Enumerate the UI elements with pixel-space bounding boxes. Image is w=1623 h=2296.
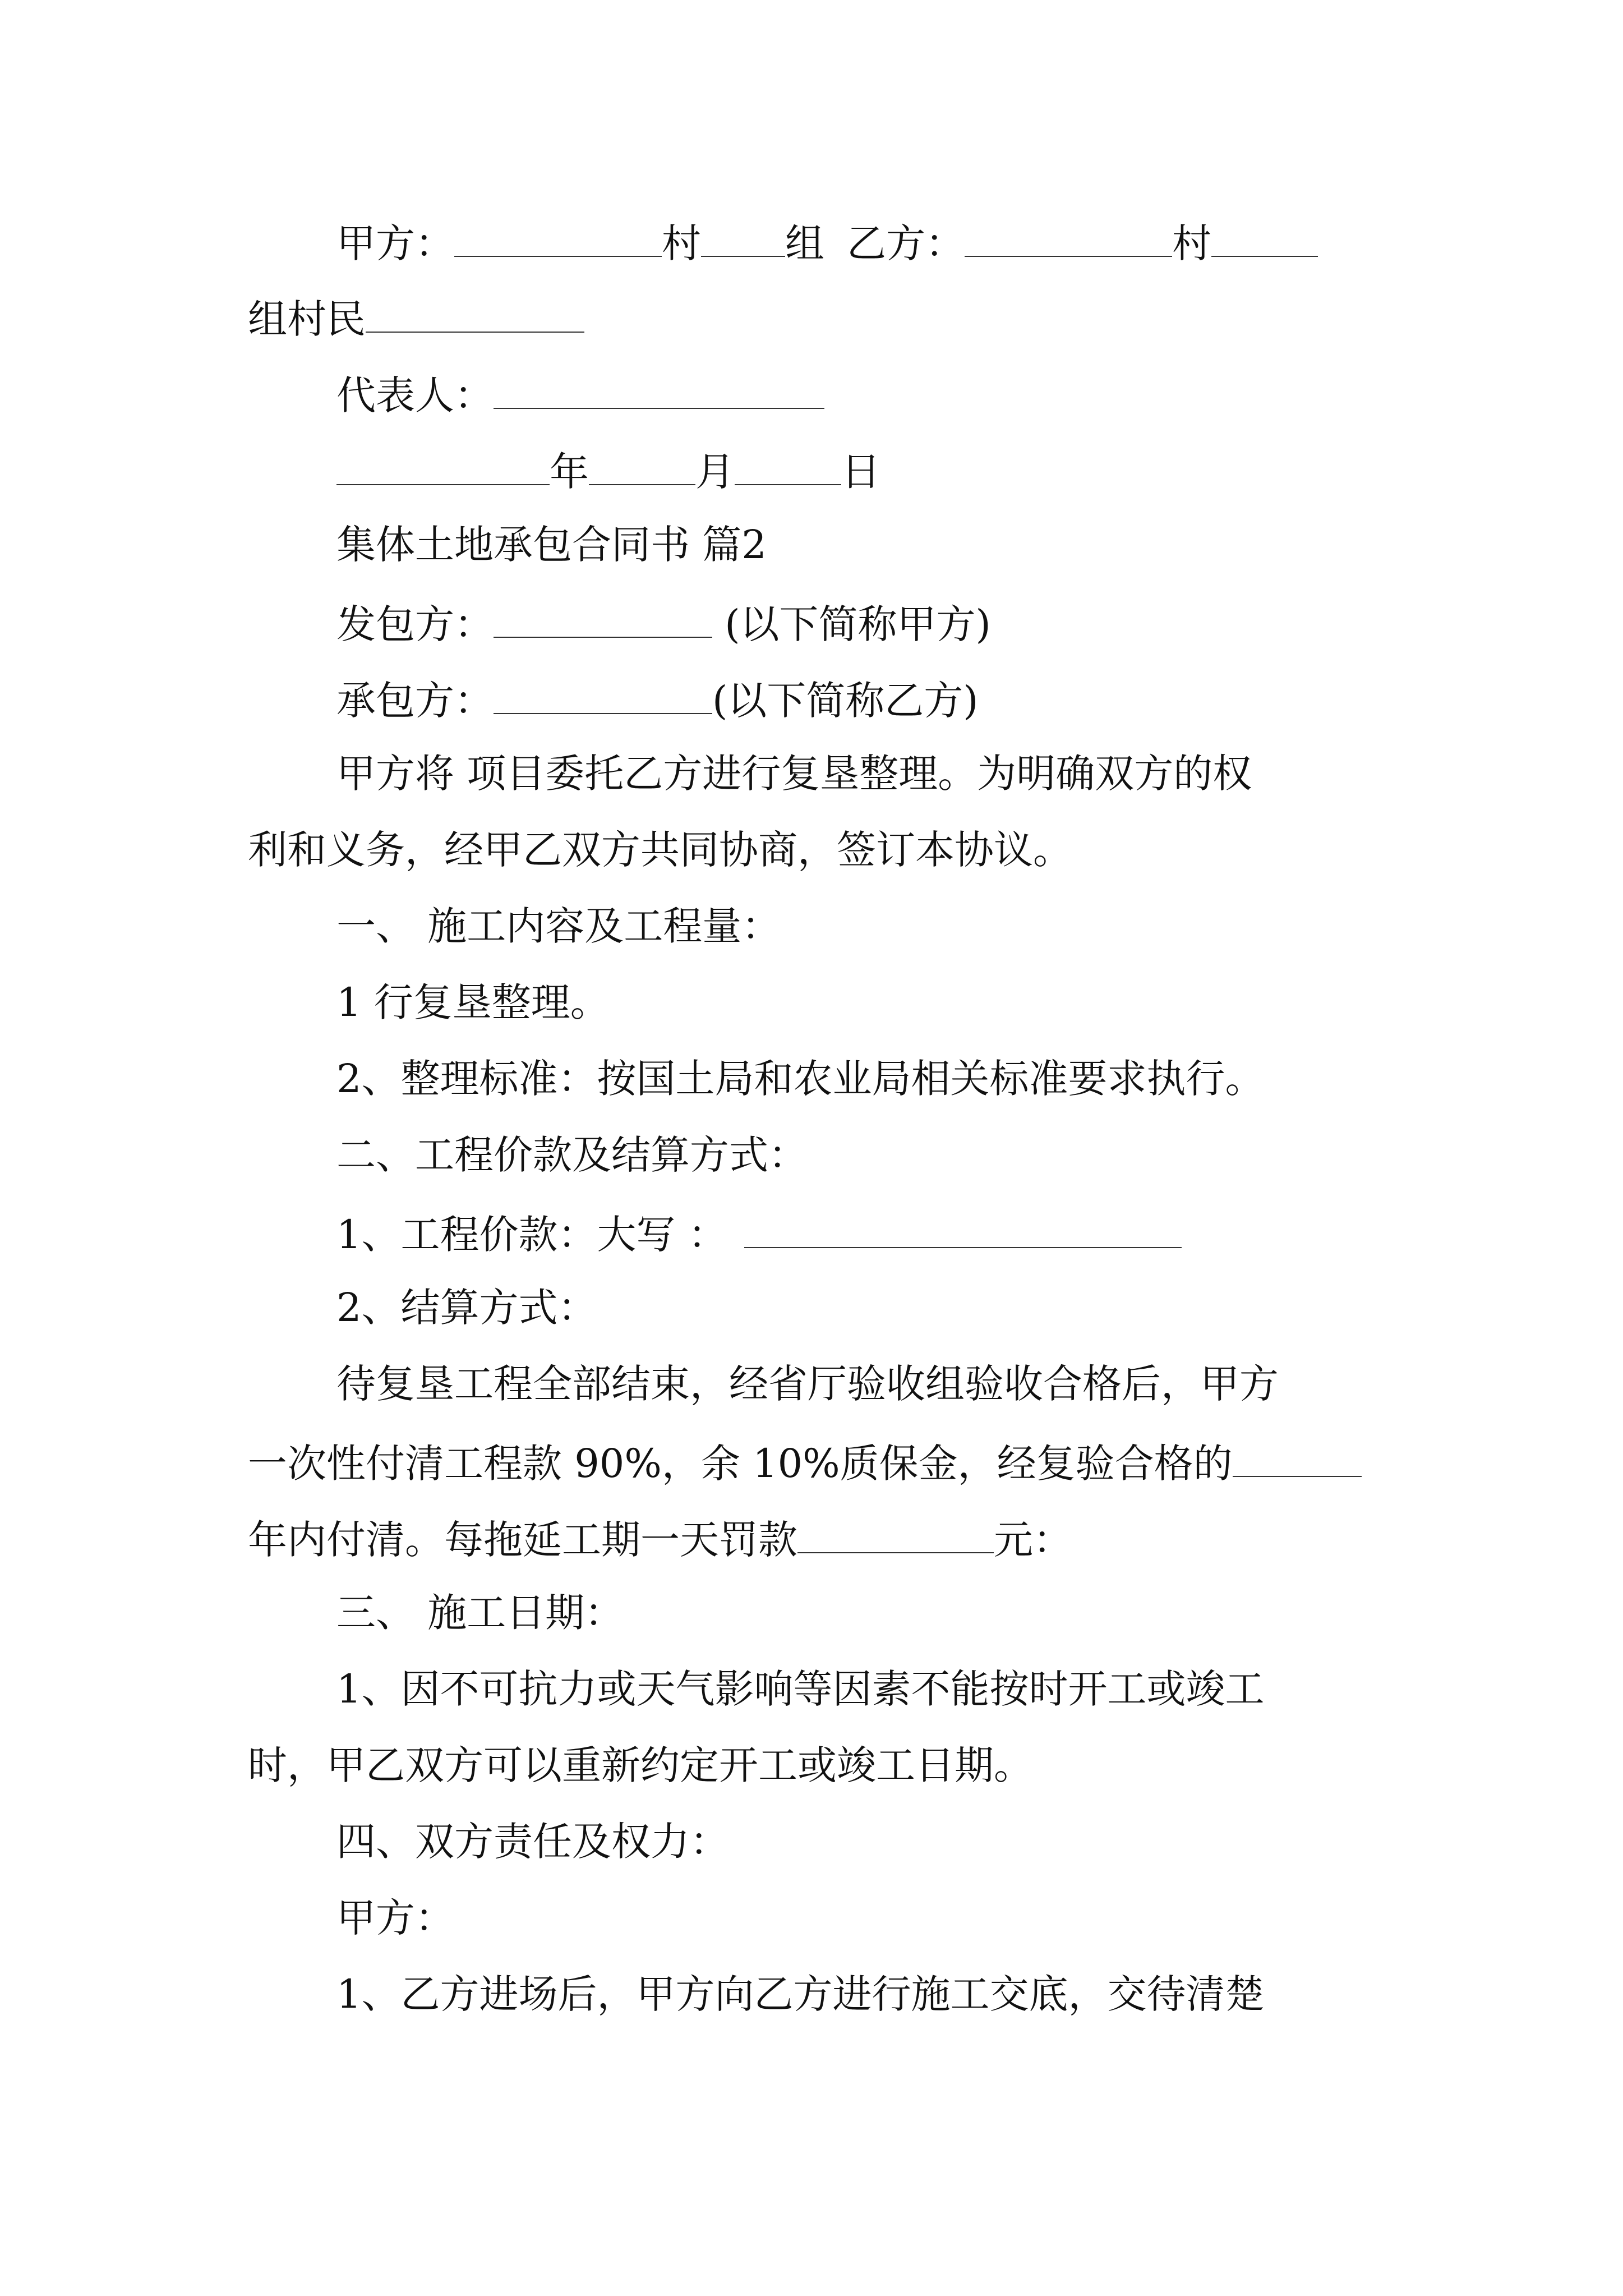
contractor-suffix: (以下简称甲方)	[712, 601, 991, 647]
contractee-suffix: (以下简称乙方)	[712, 678, 979, 724]
penalty-blank	[797, 1517, 994, 1553]
contractor-label: 发包方：	[336, 601, 494, 647]
day-label: 日	[841, 449, 880, 495]
contractee-label: 承包方：	[336, 678, 494, 724]
contractee-line	[336, 678, 979, 724]
section-title: 集体土地承包合同书 篇2	[336, 522, 767, 568]
payment-text: 一次性付清工程款 90%，余 10%质保金，经复验合格的	[248, 1441, 1233, 1487]
village-b-blank	[965, 220, 1172, 257]
group-a-label: 组	[785, 220, 824, 266]
heading-construction-date: 三、 施工日期：	[336, 1590, 624, 1636]
representative-blank	[494, 372, 824, 409]
paragraph-line: 1 行复垦整理。	[336, 979, 610, 1025]
price-line	[336, 1212, 1182, 1258]
heading-responsibilities: 四、双方责任及权力：	[336, 1819, 729, 1865]
price-label: 1、工程价款：大写 ：	[336, 1212, 727, 1258]
paragraph-line: 时，甲乙双方可以重新约定开工或竣工日期。	[248, 1742, 1033, 1788]
contractee-blank	[494, 678, 712, 714]
group-b-blank	[1211, 220, 1318, 257]
heading-price-settlement: 二、工程价款及结算方式：	[336, 1132, 808, 1178]
penalty-line	[248, 1517, 1072, 1563]
year-blank	[336, 449, 550, 485]
paragraph-line: 利和义务，经甲乙双方共同协商，签订本协议。	[248, 827, 1072, 873]
penalty-text: 年内付清。每拖延工期一天罚款	[248, 1517, 797, 1563]
payment-years-blank	[1233, 1441, 1362, 1477]
heading-construction-content: 一、 施工内容及工程量：	[336, 903, 781, 949]
paragraph-line: 2、结算方式：	[336, 1285, 597, 1331]
party-a-line	[336, 220, 1318, 266]
villager-blank	[366, 296, 584, 333]
party-a-label: 甲方：	[336, 220, 454, 266]
month-blank	[589, 449, 695, 485]
paragraph-line: 甲方：	[336, 1895, 454, 1941]
paragraph-line: 待复垦工程全部结束，经省厅验收组验收合格后，甲方	[336, 1361, 1279, 1407]
village-b-label: 村	[1172, 220, 1211, 266]
day-blank	[735, 449, 841, 485]
contractor-line	[336, 601, 991, 647]
representative-label: 代表人：	[336, 372, 494, 418]
price-blank	[744, 1212, 1182, 1248]
paragraph-line: 1、因不可抗力或天气影响等因素不能按时开工或竣工	[336, 1666, 1265, 1712]
representative-line	[336, 372, 824, 418]
village-a-blank	[454, 220, 662, 257]
month-label: 月	[695, 449, 735, 495]
date-line	[336, 449, 880, 495]
contractor-blank	[494, 601, 712, 638]
paragraph-line: 甲方将 项目委托乙方进行复垦整理。为明确双方的权	[336, 751, 1252, 797]
villager-line	[248, 296, 584, 342]
village-a-label: 村	[662, 220, 701, 266]
party-b-label: 乙方：	[847, 220, 965, 266]
paragraph-line: 1、乙方进场后，甲方向乙方进行施工交底，交待清楚	[336, 1971, 1265, 2017]
group-a-blank	[701, 220, 785, 257]
villager-label: 组村民	[248, 296, 366, 342]
paragraph-line: 2、整理标准：按国土局和农业局相关标准要求执行。	[336, 1056, 1265, 1102]
year-label: 年	[550, 449, 589, 495]
penalty-suffix: 元：	[994, 1517, 1072, 1563]
payment-line	[248, 1441, 1362, 1487]
